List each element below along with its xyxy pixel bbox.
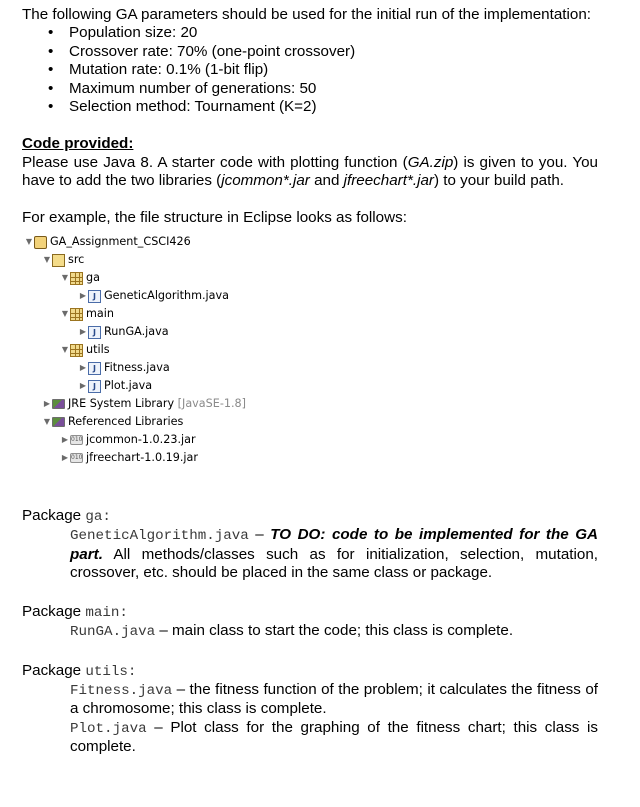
todo-note: TO DO: code to be implemented for the GA part. [70, 526, 598, 563]
package-main-description [22, 622, 598, 641]
expanded-arrow-icon: ▼ [61, 273, 69, 283]
tree-node-referenced-libraries[interactable] [42, 413, 183, 431]
jre-version-label: [JavaSE-1.8] [177, 397, 247, 411]
list-item: • Selection method: Tournament (K=2) [48, 98, 598, 116]
text-span: All methods/classes such as for initialization, selection, mutation, crossover, etc. should be placed in the same class or package. [70, 545, 598, 582]
example-sentence: For example, the file structure in Eclipse looks as follows: [22, 208, 407, 226]
package-main-heading [22, 603, 598, 622]
collapsed-arrow-icon: ▶ [79, 327, 87, 337]
collapsed-arrow-icon: ▶ [79, 363, 87, 373]
package-utils-heading [22, 662, 598, 681]
package-utils-section [22, 662, 598, 757]
java-file-icon: J [88, 326, 101, 339]
tree-node-main[interactable] [60, 305, 114, 323]
tree-label: utils [86, 343, 110, 357]
text-span: ) to your build path. [433, 172, 564, 190]
jcommon-filename: jcommon*.jar [221, 172, 310, 190]
tree-node-utils-file2[interactable] [78, 377, 152, 395]
tree-label: Fitness.java [104, 361, 170, 375]
tree-node-utils[interactable] [60, 341, 110, 359]
list-item: • Maximum number of generations: 50 [48, 80, 598, 98]
jar-file-icon: 010 [71, 454, 83, 462]
package-label: Package [22, 507, 86, 525]
package-icon [70, 308, 83, 321]
tree-node-ga[interactable] [60, 269, 100, 287]
project-icon [34, 236, 47, 249]
collapsed-arrow-icon: ▶ [79, 381, 87, 391]
tree-label: GA_Assignment_CSCI426 [50, 235, 191, 249]
tree-node-project[interactable] [24, 233, 191, 251]
tree-label: ga [86, 271, 100, 285]
tree-label: src [68, 253, 85, 267]
expanded-arrow-icon: ▼ [43, 417, 51, 427]
zip-filename: GA.zip [407, 153, 454, 171]
expanded-arrow-icon: ▼ [25, 237, 33, 247]
package-ga-section [22, 507, 598, 583]
list-item: • Mutation rate: 0.1% (1-bit flip) [48, 61, 598, 79]
eclipse-file-tree [22, 233, 598, 491]
collapsed-arrow-icon: ▶ [79, 291, 87, 301]
java-file-icon: J [88, 290, 101, 303]
list-item: • Population size: 20 [48, 24, 598, 42]
tree-label: JRE System Library [68, 397, 175, 411]
text-span: ) is given to you. You have to add the two libraries ( [22, 153, 598, 190]
tree-label: main [86, 307, 114, 321]
tree-label: jfreechart-1.0.19.jar [86, 451, 198, 465]
package-icon [70, 344, 83, 357]
tree-label: Plot.java [104, 379, 153, 393]
code-provided-heading: Code provided: [22, 135, 134, 153]
file-name: RunGA.java [70, 624, 156, 641]
package-ga-description [22, 526, 598, 582]
tree-node-jre[interactable] [42, 395, 246, 413]
text-span: and [309, 172, 344, 190]
package-utils-description-2 [22, 719, 598, 757]
tree-node-jar2[interactable] [60, 449, 198, 467]
tree-label: RunGA.java [104, 325, 169, 339]
expanded-arrow-icon: ▼ [61, 345, 69, 355]
tree-node-jar1[interactable] [60, 431, 196, 449]
package-utils-description-1 [22, 681, 598, 719]
tree-node-src[interactable] [42, 251, 84, 269]
tree-label: GeneticAlgorithm.java [104, 289, 229, 303]
package-name: utils: [85, 663, 137, 680]
library-icon [52, 399, 65, 409]
tree-node-main-file[interactable] [78, 323, 169, 341]
tree-label: jcommon-1.0.23.jar [86, 433, 196, 447]
document-page [22, 6, 598, 757]
source-folder-icon [52, 254, 65, 267]
collapsed-arrow-icon: ▶ [61, 453, 69, 463]
text-span: – [248, 526, 271, 544]
tree-node-utils-file1[interactable] [78, 359, 170, 377]
code-provided-paragraph [22, 154, 598, 191]
package-icon [70, 272, 83, 285]
java-file-icon: J [88, 380, 101, 393]
text-span: – main class to start the code; this class is complete. [155, 622, 514, 640]
package-ga-heading [22, 507, 598, 526]
list-item: • Crossover rate: 70% (one-point crossover) [48, 43, 598, 61]
package-label: Package [22, 602, 86, 620]
package-label: Package [22, 661, 86, 679]
library-icon [52, 417, 65, 427]
text-span: – Plot class for the graphing of the fitness chart; this class is complete. [70, 718, 598, 756]
package-name: ga: [85, 509, 111, 526]
collapsed-arrow-icon: ▶ [61, 435, 69, 445]
collapsed-arrow-icon: ▶ [43, 399, 51, 409]
package-main-section [22, 603, 598, 642]
file-name: Fitness.java [70, 682, 173, 699]
text-span: – the fitness function of the problem; it calculates the fitness of a chromosome; this class is complete. [70, 680, 598, 718]
intro-paragraph: The following GA parameters should be used for the initial run of the implementation: [22, 6, 592, 23]
jfreechart-filename: jfreechart*.jar [343, 172, 434, 190]
jar-file-icon: 010 [71, 436, 83, 444]
java-file-icon: J [88, 362, 101, 375]
tree-node-ga-file[interactable] [78, 287, 229, 305]
expanded-arrow-icon: ▼ [61, 309, 69, 319]
parameter-list [22, 24, 598, 116]
file-name: Plot.java [70, 720, 147, 737]
tree-label: Referenced Libraries [68, 415, 184, 429]
expanded-arrow-icon: ▼ [43, 255, 51, 265]
text-span: Please use Java 8. A starter code with plotting function ( [22, 153, 408, 171]
file-name: GeneticAlgorithm.java [70, 528, 249, 545]
package-name: main: [85, 604, 128, 621]
